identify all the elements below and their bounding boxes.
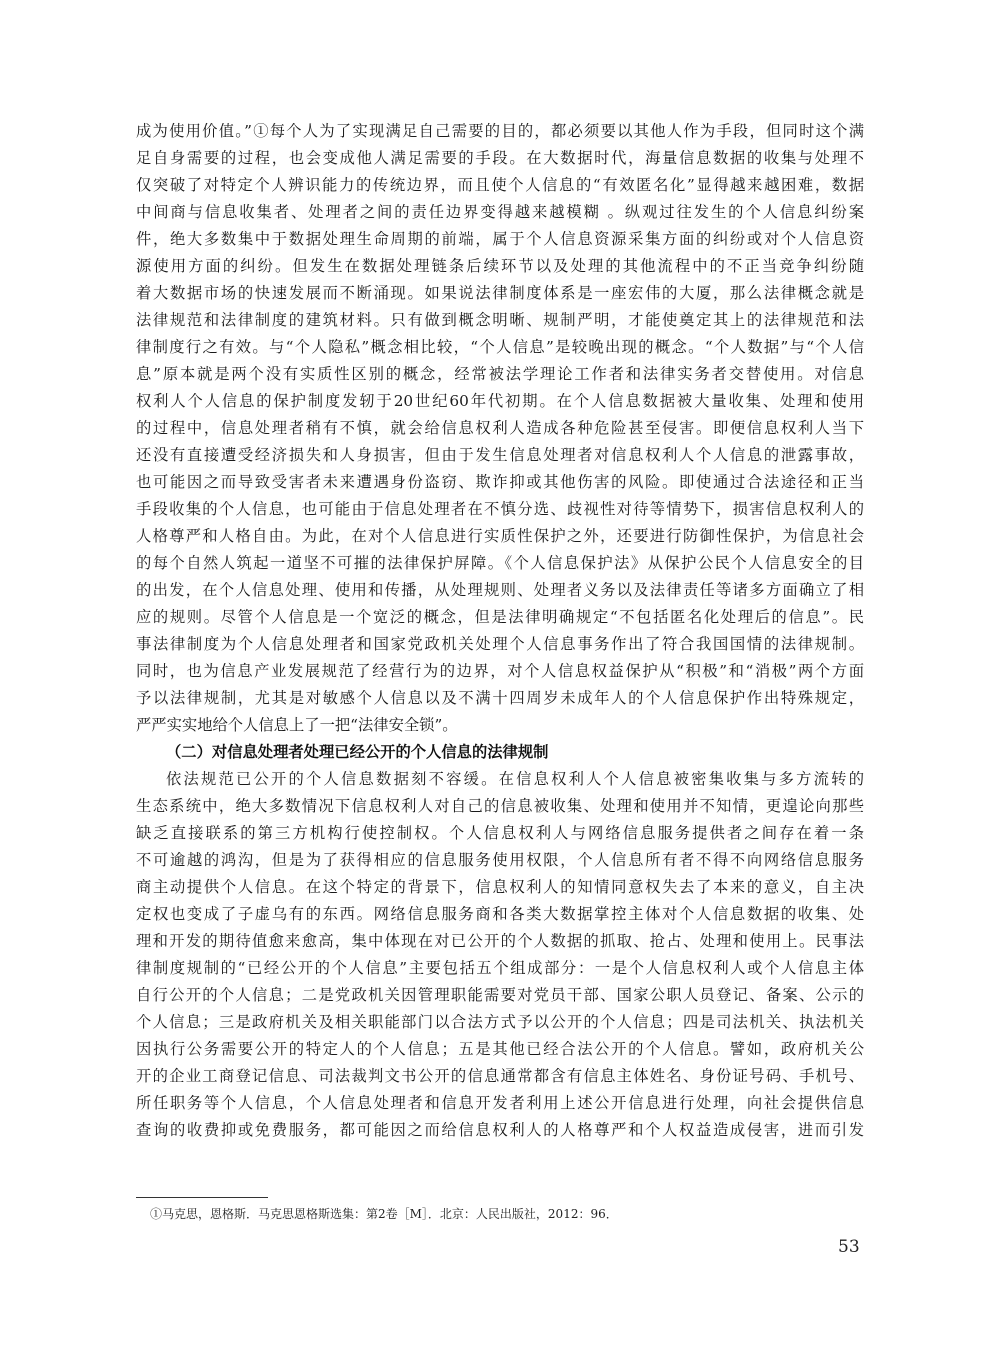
text-line: 权利人个人信息的保护制度发轫于20世纪60年代初期。在个人信息数据被大量收集、处理和使用 xyxy=(136,392,864,410)
text-line: 个人信息；三是政府机关及相关职能部门以合法方式予以公开的个人信息；四是司法机关、执法机关 xyxy=(136,1013,864,1031)
text-line: 律制度行之有效。与“个人隐私”概念相比较，“个人信息”是较晚出现的概念。“个人数据”与“个人信 xyxy=(136,338,864,356)
text-line: 应的规则。尽管个人信息是一个宽泛的概念，但是法律明确规定“不包括匿名化处理后的信息”。民 xyxy=(136,608,864,626)
text-line: 商主动提供个人信息。在这个特定的背景下，信息权利人的知情同意权失去了本来的意义，自主决 xyxy=(136,878,864,896)
text-line: 仅突破了对特定个人辨识能力的传统边界，而且使个人信息的“有效匿名化”显得越来越困难，数据 xyxy=(136,176,864,194)
text-line: 息”原本就是两个没有实质性区别的概念，经常被法学理论工作者和法律实务者交替使用。对信息 xyxy=(136,365,864,383)
text-line: 源使用方面的纠纷。但发生在数据处理链条后续环节以及处理的其他流程中的不正当竞争纠纷随 xyxy=(136,257,864,275)
text-line: 生态系统中，绝大多数情况下信息权利人对自己的信息被收集、处理和使用并不知情，更遑论向那些 xyxy=(136,797,864,815)
text-line: 严严实实地给个人信息上了一把“法律安全锁”。 xyxy=(136,716,458,734)
text-line: 不可逾越的鸿沟，但是为了获得相应的信息服务使用权限，个人信息所有者不得不向网络信息服务 xyxy=(136,851,864,869)
text-line: 足自身需要的过程，也会变成他人满足需要的手段。在大数据时代，海量信息数据的收集与处理不 xyxy=(136,149,864,167)
text-line: 予以法律规制，尤其是对敏感个人信息以及不满十四周岁未成年人的个人信息保护作出特殊规定， xyxy=(136,689,864,707)
text-line: 自行公开的个人信息；二是党政机关因管理职能需要对党员干部、国家公职人员登记、备案、公示的 xyxy=(136,986,864,1004)
text-line: 人格尊严和人格自由。为此，在对个人信息进行实质性保护之外，还要进行防御性保护，为信息社会 xyxy=(136,527,864,545)
text-line: 开的企业工商登记信息、司法裁判文书公开的信息通常都含有信息主体姓名、身份证号码、手机号、 xyxy=(136,1067,864,1085)
text-line: 定权也变成了子虚乌有的东西。网络信息服务商和各类大数据掌控主体对个人信息数据的收集、处 xyxy=(136,905,864,923)
text-line: 法律规范和法律制度的建筑材料。只有做到概念明晰、规制严明，才能使奠定其上的法律规范和法 xyxy=(136,311,864,329)
text-line: 成为使用价值。”①每个人为了实现满足自己需要的目的，都必须要以其他人作为手段，但同时这个满 xyxy=(136,122,864,140)
footnote: ①马克思，恩格斯．马克思恩格斯选集：第2卷［M］．北京：人民出版社，2012：96． xyxy=(150,1207,618,1221)
text-line: 着大数据市场的快速发展而不断涌现。如果说法律制度体系是一座宏伟的大厦，那么法律概念就是 xyxy=(136,284,864,302)
text-line: 缺乏直接联系的第三方机构行使控制权。个人信息权利人与网络信息服务提供者之间存在着一条 xyxy=(136,824,864,842)
text-line: 同时，也为信息产业发展规范了经营行为的边界，对个人信息权益保护从“积极”和“消极”两个方面 xyxy=(136,662,864,680)
text-line: 依法规范已公开的个人信息数据刻不容缓。在信息权利人个人信息被密集收集与多方流转的 xyxy=(166,770,864,788)
page-number: 53 xyxy=(838,1237,860,1257)
text-line: 律制度规制的“已经公开的个人信息”主要包括五个组成部分：一是个人信息权利人或个人信息主体 xyxy=(136,959,864,977)
text-line: 所任职务等个人信息，个人信息处理者和信息开发者利用上述公开信息进行处理，向社会提供信息 xyxy=(136,1094,864,1112)
text-line: 件，绝大多数集中于数据处理生命周期的前端，属于个人信息资源采集方面的纠纷或对个人信息资 xyxy=(136,230,864,248)
text-line: 的过程中，信息处理者稍有不慎，就会给信息权利人造成各种危险甚至侵害。即便信息权利人当下 xyxy=(136,419,864,437)
footnote-divider xyxy=(136,1197,268,1198)
text-line: 查询的收费抑或免费服务，都可能因之而给信息权利人的人格尊严和个人权益造成侵害，进而引发 xyxy=(136,1121,864,1139)
text-line: 也可能因之而导致受害者未来遭遇身份盗窃、欺诈抑或其他伤害的风险。即使通过合法途径和正当 xyxy=(136,473,864,491)
text-line: 手段收集的个人信息，也可能由于信息处理者在不慎分选、歧视性对待等情势下，损害信息权利人的 xyxy=(136,500,864,518)
text-line: 还没有直接遭受经济损失和人身损害，但由于发生信息处理者对信息权利人个人信息的泄露事故， xyxy=(136,446,864,464)
section-heading: （二）对信息处理者处理已经公开的个人信息的法律规制 xyxy=(166,743,549,761)
text-line: 因执行公务需要公开的特定人的个人信息；五是其他已经合法公开的个人信息。譬如，政府机关公 xyxy=(136,1040,864,1058)
text-line: 的出发，在个人信息处理、使用和传播，从处理规则、处理者义务以及法律责任等诸多方面确立了相 xyxy=(136,581,864,599)
text-line: 事法律制度为个人信息处理者和国家党政机关处理个人信息事务作出了符合我国国情的法律规制。 xyxy=(136,635,864,653)
text-line: 中间商与信息收集者、处理者之间的责任边界变得越来越模糊 。纵观过往发生的个人信息纠纷案 xyxy=(136,203,864,221)
text-line: 理和开发的期待值愈来愈高，集中体现在对已公开的个人数据的抓取、抢占、处理和使用上。民事法 xyxy=(136,932,864,950)
text-line: 的每个自然人筑起一道坚不可摧的法律保护屏障。《个人信息保护法》从保护公民个人信息安全的目 xyxy=(136,554,864,572)
